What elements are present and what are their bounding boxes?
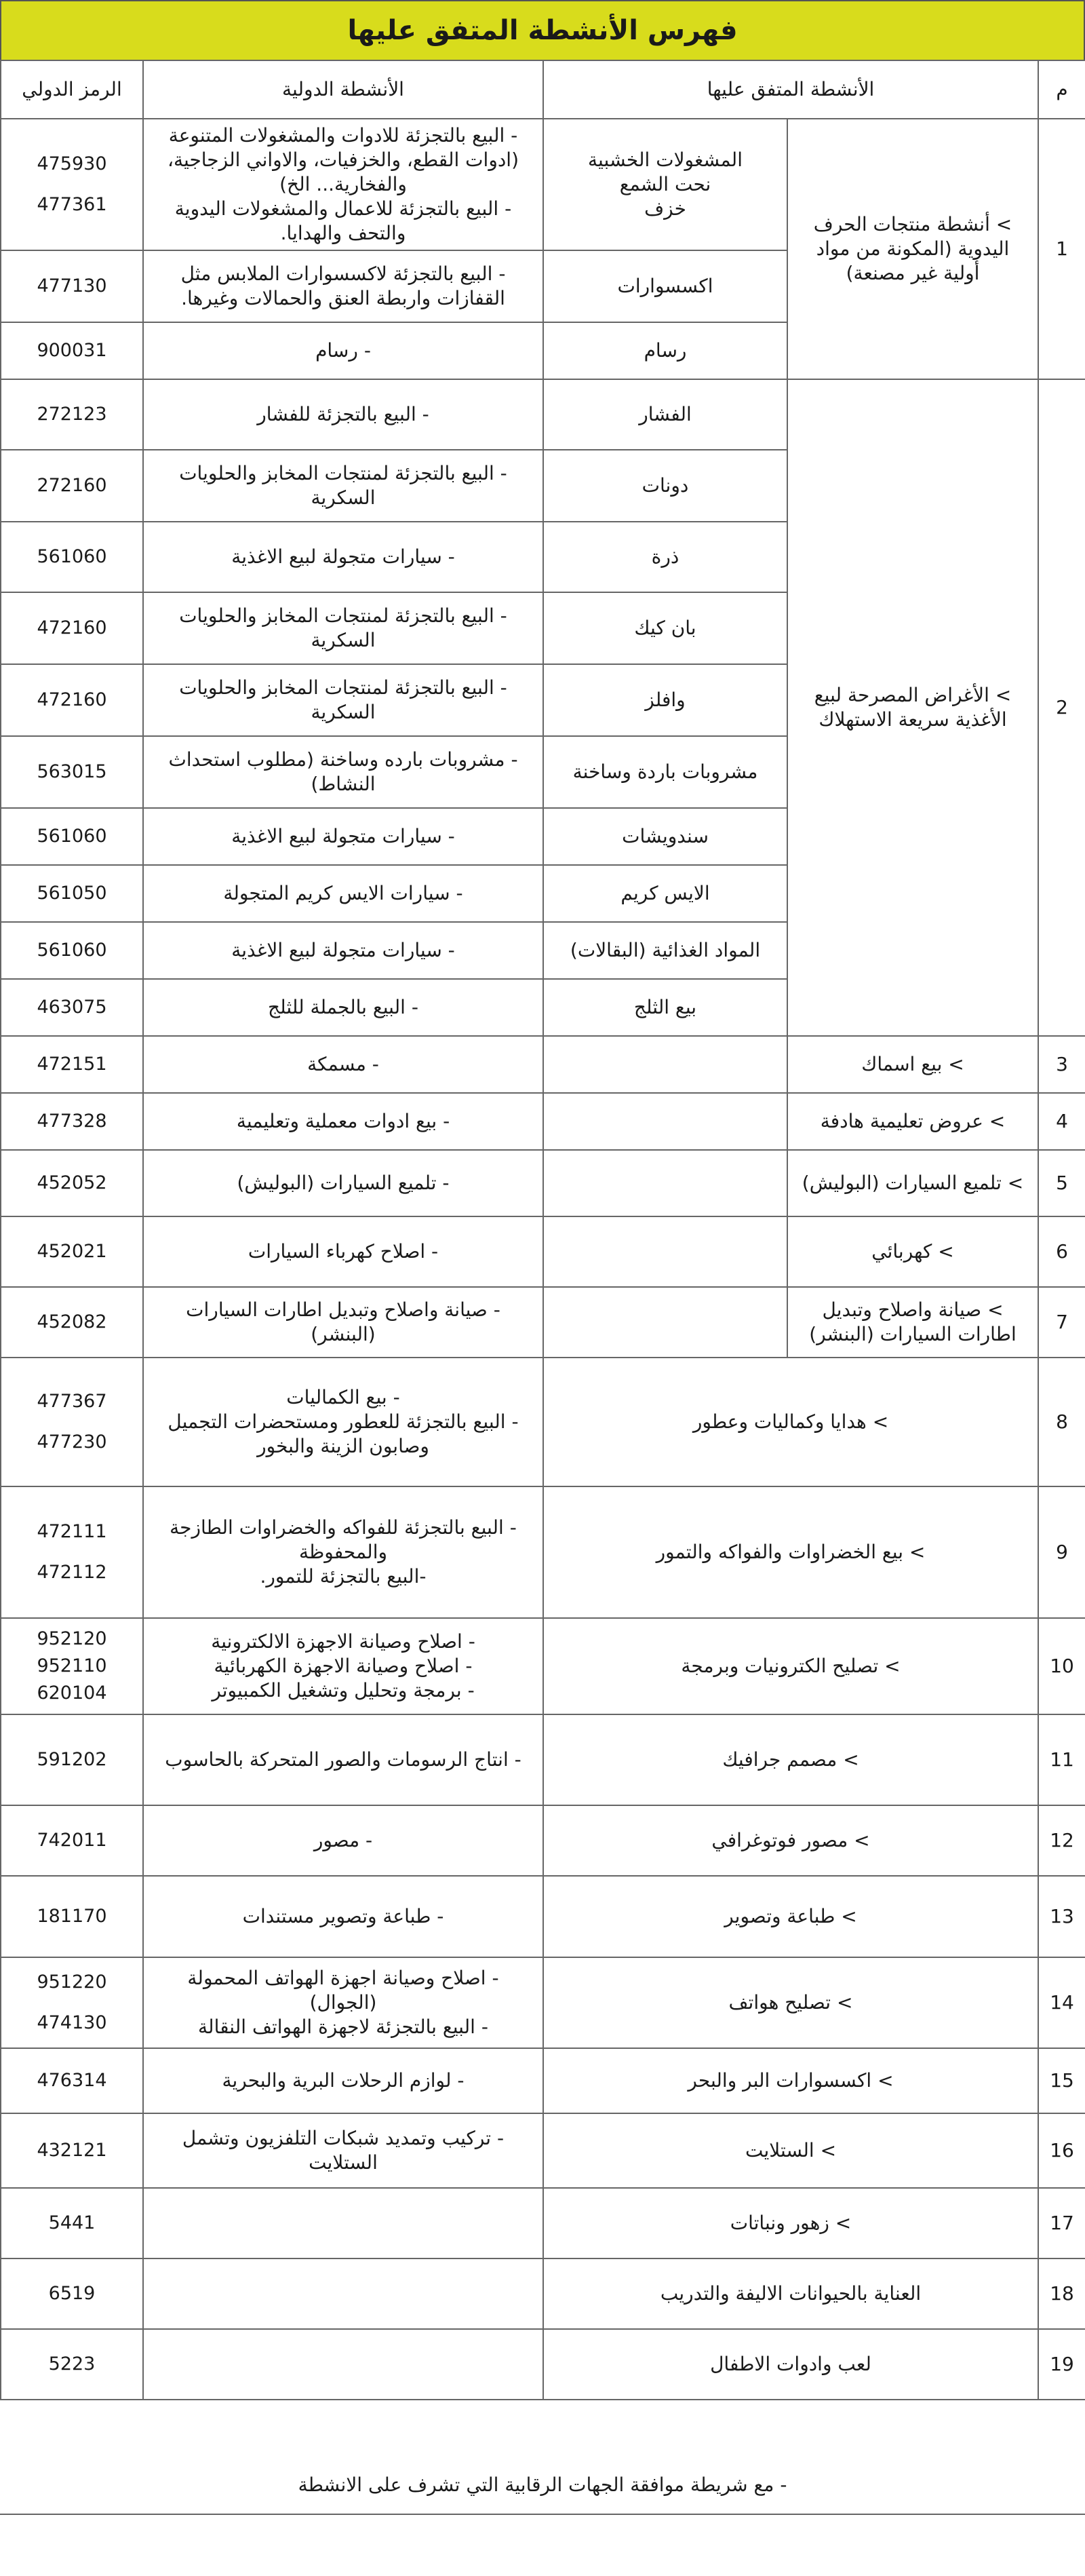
category-cell: > بيع الخضراوات والفواكه والتمور xyxy=(543,1486,1038,1618)
intl-activity-cell xyxy=(143,865,543,922)
intl-activity-cell xyxy=(143,1876,543,1957)
code-cell xyxy=(1,1358,143,1486)
table-row xyxy=(1,1618,1085,1714)
code-cell xyxy=(1,1486,143,1618)
code-value: 452052 xyxy=(37,1172,107,1193)
intl-activity-cell xyxy=(143,2188,543,2258)
intl-activity-cell xyxy=(143,1358,543,1486)
code-cell xyxy=(1,1957,143,2048)
intl-activity-cell-line: - البيع بالتجزئة للعطور ومستحضرات التجميل وصابون الزينة والبخور xyxy=(167,1410,519,1457)
category-cell: > مصمم جرافيك xyxy=(543,1714,1038,1805)
intl-activity-cell xyxy=(143,1150,543,1216)
sub-activity-cell xyxy=(543,1287,787,1358)
sub-activity-cell-line: اكسسوارات xyxy=(617,275,713,297)
category-cell: > زهور ونباتات xyxy=(543,2188,1038,2258)
table-row xyxy=(1,2258,1085,2329)
intl-activity-cell xyxy=(143,1486,543,1618)
code-cell xyxy=(1,2258,143,2329)
code-cell xyxy=(1,808,143,865)
row-number: 11 xyxy=(1038,1714,1085,1805)
intl-activity-cell-line: - البيع بالتجزئة للادوات والمشغولات المتنوعة (ادوات القطع، والخزفيات، والاواني الزجاجية، والفخارية... الخ) xyxy=(167,124,519,195)
table-row xyxy=(1,2329,1085,2400)
row-number: 12 xyxy=(1038,1805,1085,1876)
code-value: 563015 xyxy=(37,761,107,782)
intl-activity-cell-line: - اصلاح وصيانة الاجهزة الكهربائية xyxy=(214,1655,473,1677)
code-cell xyxy=(1,322,143,379)
intl-activity-cell xyxy=(143,592,543,664)
code-value: 472112 xyxy=(37,1562,107,1583)
category-cell: > عروض تعليمية هادفة xyxy=(787,1093,1038,1150)
code-cell xyxy=(1,1150,143,1216)
intl-activity-cell-line: - طباعة وتصوير مستندات xyxy=(242,1905,444,1927)
row-number: 3 xyxy=(1038,1036,1085,1093)
sub-activity-cell-line: ذرة xyxy=(651,545,679,568)
table-header-row xyxy=(1,60,1085,119)
table-body xyxy=(1,119,1085,2400)
intl-activity-cell xyxy=(143,2329,543,2400)
category-cell: > الأغراض المصرحة لبيع الأغذية سريعة الاستهلاك xyxy=(787,379,1038,1036)
code-cell xyxy=(1,664,143,736)
table-row xyxy=(1,1287,1085,1358)
category-cell: > اكسسوارات البر والبحر xyxy=(543,2048,1038,2113)
intl-activity-cell-line: - البيع بالتجزئة للاعمال والمشغولات اليدوية والتحف والهدايا. xyxy=(174,197,512,244)
category-cell: > تلميع السيارات (البوليش) xyxy=(787,1150,1038,1216)
table-row xyxy=(1,1216,1085,1287)
row-number: 5 xyxy=(1038,1150,1085,1216)
row-number: 9 xyxy=(1038,1486,1085,1618)
intl-activity-cell xyxy=(143,1618,543,1714)
code-value: 477361 xyxy=(37,194,107,215)
code-value: 5223 xyxy=(48,2353,96,2375)
sub-activity-cell-line: رسام xyxy=(644,339,687,362)
intl-activity-cell-line: - مسمكة xyxy=(307,1053,379,1075)
code-value: 900031 xyxy=(37,340,107,361)
sub-activity-cell-line: وافلز xyxy=(645,689,686,711)
sub-activity-cell xyxy=(543,1093,787,1150)
sub-activity-cell-line: المشغولات الخشبية xyxy=(588,149,743,171)
sub-activity-cell-line: مشروبات باردة وساخنة xyxy=(572,761,758,783)
intl-activity-cell xyxy=(143,922,543,979)
table-row xyxy=(1,1805,1085,1876)
code-value: 476314 xyxy=(37,2070,107,2091)
sub-activity-cell xyxy=(543,664,787,736)
category-cell: > بيع اسماك xyxy=(787,1036,1038,1093)
code-value: 952120 xyxy=(37,1628,107,1649)
table-row xyxy=(1,1093,1085,1150)
row-number: 6 xyxy=(1038,1216,1085,1287)
intl-activity-cell-line: - مصور xyxy=(313,1829,373,1851)
table-row xyxy=(1,1486,1085,1618)
category-cell: > تصليح هواتف xyxy=(543,1957,1038,2048)
intl-activity-cell-line: - اصلاح وصيانة اجهزة الهواتف المحمولة (الجوال) xyxy=(187,1967,499,2014)
intl-activity-cell-line: - لوازم الرحلات البرية والبحرية xyxy=(222,2069,465,2092)
intl-activity-cell-line: - البيع بالتجزئة لمنتجات المخابز والحلويات السكرية xyxy=(179,604,507,651)
sub-activity-cell-line: الايس كريم xyxy=(620,882,710,904)
page-title: فهرس الأنشطة المتفق عليها xyxy=(0,0,1085,61)
code-cell xyxy=(1,1618,143,1714)
intl-activity-cell-line: - اصلاح كهرباء السيارات xyxy=(248,1240,439,1263)
table-row xyxy=(1,119,1085,250)
category-cell: > مصور فوتوغرافي xyxy=(543,1805,1038,1876)
code-value: 474130 xyxy=(37,2012,107,2033)
category-cell: العناية بالحيوانات الاليفة والتدريب xyxy=(543,2258,1038,2329)
code-value: 475930 xyxy=(37,153,107,174)
intl-activity-cell xyxy=(143,450,543,522)
code-value: 463075 xyxy=(37,997,107,1018)
table-row xyxy=(1,1036,1085,1093)
code-cell xyxy=(1,2329,143,2400)
row-number: 15 xyxy=(1038,2048,1085,2113)
intl-activity-cell xyxy=(143,2258,543,2329)
sub-activity-cell xyxy=(543,522,787,592)
code-value: 561050 xyxy=(37,883,107,904)
header-agreed: الأنشطة المتفق عليها xyxy=(543,60,1038,119)
row-number: 13 xyxy=(1038,1876,1085,1957)
intl-activity-cell-line: - تركيب وتمديد شبكات التلفزيون وتشمل الستلايت xyxy=(182,2127,505,2174)
sub-activity-cell-line: نحت الشمع xyxy=(619,173,711,195)
code-value: 477130 xyxy=(37,275,107,296)
sub-activity-cell xyxy=(543,450,787,522)
row-number: 1 xyxy=(1038,119,1085,379)
category-cell: > أنشطة منتجات الحرف اليدوية (المكونة من مواد أولية غير مصنعة) xyxy=(787,119,1038,379)
code-value: 272123 xyxy=(37,404,107,425)
intl-activity-cell xyxy=(143,664,543,736)
sub-activity-cell xyxy=(543,1036,787,1093)
code-value: 620104 xyxy=(37,1683,107,1704)
code-value: 477328 xyxy=(37,1111,107,1132)
row-number: 4 xyxy=(1038,1093,1085,1150)
intl-activity-cell xyxy=(143,250,543,322)
table-row xyxy=(1,2113,1085,2188)
code-cell xyxy=(1,450,143,522)
code-value: 472151 xyxy=(37,1054,107,1075)
code-value: 432121 xyxy=(37,2140,107,2161)
category-cell: لعب وادوات الاطفال xyxy=(543,2329,1038,2400)
sub-activity-cell xyxy=(543,250,787,322)
code-cell xyxy=(1,379,143,450)
code-value: 591202 xyxy=(37,1749,107,1770)
code-value: 5441 xyxy=(48,2212,96,2233)
code-cell xyxy=(1,2188,143,2258)
sub-activity-cell-line: بان كيك xyxy=(634,617,696,639)
code-value: 951220 xyxy=(37,1972,107,1993)
code-value: 561060 xyxy=(37,546,107,567)
intl-activity-cell xyxy=(143,322,543,379)
sub-activity-cell xyxy=(543,379,787,450)
sub-activity-cell xyxy=(543,119,787,250)
intl-activity-cell-line: - تلميع السيارات (البوليش) xyxy=(237,1172,450,1194)
intl-activity-cell xyxy=(143,979,543,1036)
sub-activity-cell xyxy=(543,736,787,808)
sub-activity-cell-line: الفشار xyxy=(639,403,692,425)
intl-activity-cell-line: - انتاج الرسومات والصور المتحركة بالحاسوب xyxy=(165,1748,521,1771)
row-number: 8 xyxy=(1038,1358,1085,1486)
intl-activity-cell-line: - البيع بالتجزئة لاكسسوارات الملابس مثل القفازات واربطة العنق والحمالات وغيرها. xyxy=(180,263,506,309)
intl-activity-cell xyxy=(143,1036,543,1093)
table-row xyxy=(1,2188,1085,2258)
code-value: 272160 xyxy=(37,475,107,496)
code-cell xyxy=(1,2048,143,2113)
intl-activity-cell-line: - سيارات متجولة لبيع الاغذية xyxy=(231,939,455,961)
category-cell: > الستلايت xyxy=(543,2113,1038,2188)
code-cell xyxy=(1,922,143,979)
code-value: 472111 xyxy=(37,1521,107,1542)
row-number: 16 xyxy=(1038,2113,1085,2188)
code-value: 452082 xyxy=(37,1311,107,1332)
footer-note: - مع شريطة موافقة الجهات الرقابية التي تشرف على الانشطة xyxy=(0,2456,1085,2515)
intl-activity-cell xyxy=(143,1714,543,1805)
intl-activity-cell xyxy=(143,119,543,250)
code-cell xyxy=(1,1876,143,1957)
intl-activity-cell-line: - البيع بالجملة للثلج xyxy=(268,996,418,1018)
intl-activity-cell-line: - البيع بالتجزئة للفواكه والخضراوات الطازجة والمحفوظة xyxy=(170,1516,517,1563)
header-code: الرمز الدولي xyxy=(1,60,143,119)
code-value: 472160 xyxy=(37,689,107,710)
row-number: 10 xyxy=(1038,1618,1085,1714)
code-value: 477367 xyxy=(37,1391,107,1412)
intl-activity-cell-line: - البيع بالتجزئة للفشار xyxy=(257,403,429,425)
table-row xyxy=(1,1358,1085,1486)
intl-activity-cell xyxy=(143,379,543,450)
intl-activity-cell-line: - بيع ادوات معملية وتعليمية xyxy=(236,1110,450,1132)
code-value: 952110 xyxy=(37,1655,107,1676)
sub-activity-cell xyxy=(543,922,787,979)
intl-activity-cell-line: - البيع بالتجزئة لمنتجات المخابز والحلويات السكرية xyxy=(179,462,507,509)
code-value: 472160 xyxy=(37,617,107,638)
intl-activity-cell xyxy=(143,2113,543,2188)
code-value: 561060 xyxy=(37,940,107,961)
intl-activity-cell-line: - مشروبات بارده وساخنة (مطلوب استحداث النشاط) xyxy=(168,748,518,795)
row-number: 14 xyxy=(1038,1957,1085,2048)
code-cell xyxy=(1,865,143,922)
code-cell xyxy=(1,522,143,592)
table-row xyxy=(1,379,1085,450)
code-cell xyxy=(1,736,143,808)
row-number: 18 xyxy=(1038,2258,1085,2329)
sub-activity-cell-line: بيع الثلج xyxy=(633,996,697,1018)
sub-activity-cell xyxy=(543,979,787,1036)
code-cell xyxy=(1,1714,143,1805)
category-cell: > هدايا وكماليات وعطور xyxy=(543,1358,1038,1486)
code-cell xyxy=(1,592,143,664)
table-row xyxy=(1,1957,1085,2048)
intl-activity-cell xyxy=(143,1216,543,1287)
sub-activity-cell xyxy=(543,808,787,865)
intl-activity-cell-line: - صيانة واصلاح وتبديل اطارات السيارات (البنشر) xyxy=(186,1299,500,1345)
table-row xyxy=(1,2048,1085,2113)
sub-activity-cell xyxy=(543,322,787,379)
intl-activity-cell xyxy=(143,522,543,592)
intl-activity-cell-line: - سيارات الايس كريم المتجولة xyxy=(223,882,463,904)
sub-activity-cell xyxy=(543,865,787,922)
row-number: 19 xyxy=(1038,2329,1085,2400)
code-cell xyxy=(1,1287,143,1358)
intl-activity-cell-line: - سيارات متجولة لبيع الاغذية xyxy=(231,825,455,847)
intl-activity-cell xyxy=(143,808,543,865)
intl-activity-cell-line: -البيع بالتجزئة للتمور. xyxy=(260,1565,427,1588)
category-cell: > كهربائي xyxy=(787,1216,1038,1287)
sub-activity-cell xyxy=(543,592,787,664)
intl-activity-cell xyxy=(143,1287,543,1358)
intl-activity-cell xyxy=(143,1957,543,2048)
code-value: 742011 xyxy=(37,1830,107,1851)
table-row xyxy=(1,1150,1085,1216)
intl-activity-cell xyxy=(143,2048,543,2113)
sub-activity-cell-line: دونات xyxy=(642,474,689,497)
category-cell: > طباعة وتصوير xyxy=(543,1876,1038,1957)
intl-activity-cell xyxy=(143,1093,543,1150)
code-value: 477230 xyxy=(37,1431,107,1453)
category-cell: > تصليح الكترونيات وبرمجة xyxy=(543,1618,1038,1714)
intl-activity-cell xyxy=(143,736,543,808)
code-value: 561060 xyxy=(37,826,107,847)
intl-activity-cell-line: - رسام xyxy=(315,339,371,362)
sub-activity-cell-line: خزف xyxy=(644,197,686,220)
code-cell xyxy=(1,1216,143,1287)
intl-activity-cell-line: - اصلاح وصيانة الاجهزة الالكترونية xyxy=(211,1630,475,1653)
code-value: 452021 xyxy=(37,1241,107,1262)
code-cell xyxy=(1,250,143,322)
header-intl: الأنشطة الدولية xyxy=(143,60,543,119)
code-cell xyxy=(1,2113,143,2188)
intl-activity-cell-line: - بيع الكماليات xyxy=(286,1386,400,1408)
sub-activity-cell-line: المواد الغذائية (البقالات) xyxy=(570,939,761,961)
code-cell xyxy=(1,119,143,250)
intl-activity-cell-line: - برمجة وتحليل وتشغيل الكمبيوتر xyxy=(212,1679,475,1702)
intl-activity-cell-line: - البيع بالتجزئة لاجهزة الهواتف النقالة xyxy=(198,2016,488,2038)
activities-table xyxy=(0,60,1085,2400)
intl-activity-cell-line: - البيع بالتجزئة لمنتجات المخابز والحلويات السكرية xyxy=(179,676,507,723)
row-number: 7 xyxy=(1038,1287,1085,1358)
code-value: 181170 xyxy=(37,1906,107,1927)
code-cell xyxy=(1,979,143,1036)
table-row xyxy=(1,1876,1085,1957)
category-cell: > صيانة واصلاح وتبديل اطارات السيارات (البنشر) xyxy=(787,1287,1038,1358)
sub-activity-cell xyxy=(543,1150,787,1216)
sub-activity-cell-line: سندويشات xyxy=(622,825,709,847)
code-cell xyxy=(1,1805,143,1876)
code-value: 6519 xyxy=(48,2283,96,2304)
row-number: 2 xyxy=(1038,379,1085,1036)
row-number: 17 xyxy=(1038,2188,1085,2258)
intl-activity-cell-line: - سيارات متجولة لبيع الاغذية xyxy=(231,545,455,568)
sub-activity-cell xyxy=(543,1216,787,1287)
code-cell xyxy=(1,1036,143,1093)
code-cell xyxy=(1,1093,143,1150)
intl-activity-cell xyxy=(143,1805,543,1876)
table-row xyxy=(1,1714,1085,1805)
header-num: م xyxy=(1038,60,1085,119)
